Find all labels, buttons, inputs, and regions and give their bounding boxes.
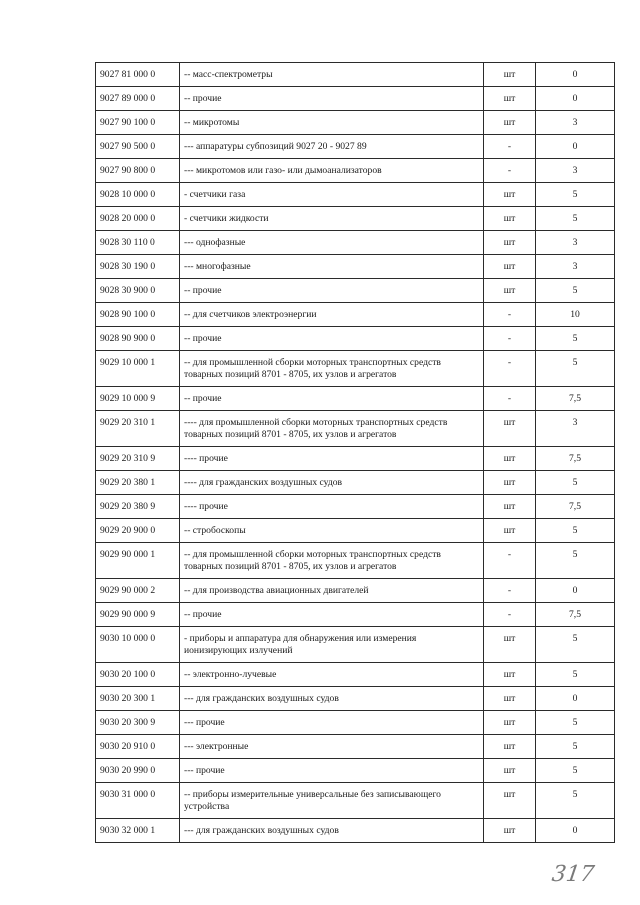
table-row — [96, 327, 615, 351]
code-cell: 9029 20 310 1 — [96, 411, 180, 447]
rate-cell: 7,5 — [536, 603, 615, 627]
description-cell: -- приборы измерительные универсальные без записывающего устройства — [180, 783, 484, 819]
rate-cell: 5 — [536, 279, 615, 303]
rate-cell: 5 — [536, 519, 615, 543]
table-row — [96, 255, 615, 279]
unit-cell: шт — [484, 819, 536, 843]
code-cell: 9028 30 110 0 — [96, 231, 180, 255]
description-cell: --- прочие — [180, 711, 484, 735]
unit-cell: шт — [484, 207, 536, 231]
unit-cell: шт — [484, 183, 536, 207]
rate-cell: 5 — [536, 783, 615, 819]
code-cell: 9028 90 100 0 — [96, 303, 180, 327]
description-cell: ---- для гражданских воздушных судов — [180, 471, 484, 495]
unit-cell: - — [484, 387, 536, 411]
table-row — [96, 495, 615, 519]
table-row — [96, 627, 615, 663]
table-row — [96, 735, 615, 759]
unit-cell: - — [484, 579, 536, 603]
rate-cell: 5 — [536, 543, 615, 579]
table-row — [96, 603, 615, 627]
code-cell: 9030 32 000 1 — [96, 819, 180, 843]
description-cell: -- для промышленной сборки моторных транспортных средств товарных позиций 8701 - 8705, их узлов и агрегатов — [180, 543, 484, 579]
description-cell: --- прочие — [180, 759, 484, 783]
tariff-table — [95, 62, 615, 843]
rate-cell: 3 — [536, 255, 615, 279]
description-cell: - приборы и аппаратура для обнаружения или измерения ионизирующих излучений — [180, 627, 484, 663]
code-cell: 9029 20 310 9 — [96, 447, 180, 471]
table-row — [96, 519, 615, 543]
unit-cell: шт — [484, 279, 536, 303]
unit-cell: шт — [484, 87, 536, 111]
code-cell: 9029 90 000 2 — [96, 579, 180, 603]
code-cell: 9030 20 990 0 — [96, 759, 180, 783]
tariff-table-body — [96, 63, 615, 843]
code-cell: 9028 30 190 0 — [96, 255, 180, 279]
table-row — [96, 279, 615, 303]
description-cell: ---- прочие — [180, 447, 484, 471]
table-row — [96, 303, 615, 327]
code-cell: 9028 10 000 0 — [96, 183, 180, 207]
code-cell: 9028 20 000 0 — [96, 207, 180, 231]
table-row — [96, 63, 615, 87]
description-cell: -- прочие — [180, 279, 484, 303]
rate-cell: 3 — [536, 411, 615, 447]
unit-cell: шт — [484, 687, 536, 711]
table-row — [96, 783, 615, 819]
unit-cell: шт — [484, 447, 536, 471]
table-row — [96, 819, 615, 843]
table-row — [96, 663, 615, 687]
code-cell: 9027 90 500 0 — [96, 135, 180, 159]
description-cell: --- электронные — [180, 735, 484, 759]
rate-cell: 5 — [536, 627, 615, 663]
description-cell: - счетчики жидкости — [180, 207, 484, 231]
table-row — [96, 711, 615, 735]
description-cell: -- прочие — [180, 603, 484, 627]
unit-cell: шт — [484, 783, 536, 819]
code-cell: 9028 90 900 0 — [96, 327, 180, 351]
table-row — [96, 411, 615, 447]
rate-cell: 5 — [536, 471, 615, 495]
table-row — [96, 687, 615, 711]
table-row — [96, 207, 615, 231]
description-cell: -- стробоскопы — [180, 519, 484, 543]
description-cell: ---- для промышленной сборки моторных транспортных средств товарных позиций 8701 - 8705, их узлов и агрегатов — [180, 411, 484, 447]
rate-cell: 0 — [536, 819, 615, 843]
code-cell: 9030 10 000 0 — [96, 627, 180, 663]
table-row — [96, 231, 615, 255]
code-cell: 9029 20 900 0 — [96, 519, 180, 543]
code-cell: 9027 90 800 0 — [96, 159, 180, 183]
table-row — [96, 183, 615, 207]
rate-cell: 5 — [536, 759, 615, 783]
table-row — [96, 471, 615, 495]
unit-cell: шт — [484, 231, 536, 255]
unit-cell: шт — [484, 663, 536, 687]
code-cell: 9030 31 000 0 — [96, 783, 180, 819]
description-cell: -- масс-спектрометры — [180, 63, 484, 87]
table-row — [96, 111, 615, 135]
unit-cell: - — [484, 135, 536, 159]
rate-cell: 0 — [536, 135, 615, 159]
code-cell: 9027 89 000 0 — [96, 87, 180, 111]
unit-cell: шт — [484, 711, 536, 735]
unit-cell: шт — [484, 471, 536, 495]
rate-cell: 0 — [536, 63, 615, 87]
description-cell: --- микротомов или газо- или дымоанализаторов — [180, 159, 484, 183]
unit-cell: - — [484, 159, 536, 183]
unit-cell: шт — [484, 411, 536, 447]
rate-cell: 7,5 — [536, 447, 615, 471]
code-cell: 9027 90 100 0 — [96, 111, 180, 135]
description-cell: - счетчики газа — [180, 183, 484, 207]
rate-cell: 5 — [536, 663, 615, 687]
unit-cell: шт — [484, 111, 536, 135]
description-cell: -- электронно-лучевые — [180, 663, 484, 687]
unit-cell: шт — [484, 255, 536, 279]
code-cell: 9029 10 000 9 — [96, 387, 180, 411]
description-cell: -- прочие — [180, 87, 484, 111]
table-row — [96, 447, 615, 471]
rate-cell: 0 — [536, 87, 615, 111]
description-cell: -- для счетчиков электроэнергии — [180, 303, 484, 327]
unit-cell: шт — [484, 63, 536, 87]
rate-cell: 10 — [536, 303, 615, 327]
table-row — [96, 543, 615, 579]
description-cell: -- для промышленной сборки моторных транспортных средств товарных позиций 8701 - 8705, их узлов и агрегатов — [180, 351, 484, 387]
rate-cell: 7,5 — [536, 387, 615, 411]
code-cell: 9030 20 300 1 — [96, 687, 180, 711]
description-cell: -- прочие — [180, 327, 484, 351]
code-cell: 9030 20 910 0 — [96, 735, 180, 759]
description-cell: --- однофазные — [180, 231, 484, 255]
rate-cell: 3 — [536, 231, 615, 255]
table-row — [96, 135, 615, 159]
unit-cell: шт — [484, 735, 536, 759]
description-cell: ---- прочие — [180, 495, 484, 519]
code-cell: 9030 20 100 0 — [96, 663, 180, 687]
description-cell: -- микротомы — [180, 111, 484, 135]
rate-cell: 5 — [536, 735, 615, 759]
rate-cell: 5 — [536, 327, 615, 351]
unit-cell: - — [484, 603, 536, 627]
unit-cell: - — [484, 327, 536, 351]
code-cell: 9029 20 380 1 — [96, 471, 180, 495]
rate-cell: 5 — [536, 711, 615, 735]
description-cell: --- для гражданских воздушных судов — [180, 687, 484, 711]
unit-cell: - — [484, 303, 536, 327]
unit-cell: шт — [484, 495, 536, 519]
description-cell: --- аппаратуры субпозиций 9027 20 - 9027 89 — [180, 135, 484, 159]
table-row — [96, 579, 615, 603]
unit-cell: - — [484, 543, 536, 579]
table-row — [96, 351, 615, 387]
handwritten-page-number: 317 — [550, 862, 596, 887]
description-cell: -- прочие — [180, 387, 484, 411]
rate-cell: 0 — [536, 687, 615, 711]
unit-cell: шт — [484, 519, 536, 543]
code-cell: 9029 90 000 1 — [96, 543, 180, 579]
table-row — [96, 87, 615, 111]
unit-cell: шт — [484, 759, 536, 783]
code-cell: 9029 10 000 1 — [96, 351, 180, 387]
table-row — [96, 387, 615, 411]
unit-cell: - — [484, 351, 536, 387]
rate-cell: 3 — [536, 111, 615, 135]
description-cell: --- многофазные — [180, 255, 484, 279]
rate-cell: 5 — [536, 351, 615, 387]
rate-cell: 5 — [536, 207, 615, 231]
code-cell: 9030 20 300 9 — [96, 711, 180, 735]
rate-cell: 5 — [536, 183, 615, 207]
rate-cell: 0 — [536, 579, 615, 603]
code-cell: 9029 20 380 9 — [96, 495, 180, 519]
table-row — [96, 159, 615, 183]
code-cell: 9029 90 000 9 — [96, 603, 180, 627]
code-cell: 9027 81 000 0 — [96, 63, 180, 87]
description-cell: -- для производства авиационных двигателей — [180, 579, 484, 603]
unit-cell: шт — [484, 627, 536, 663]
description-cell: --- для гражданских воздушных судов — [180, 819, 484, 843]
rate-cell: 3 — [536, 159, 615, 183]
table-row — [96, 759, 615, 783]
rate-cell: 7,5 — [536, 495, 615, 519]
code-cell: 9028 30 900 0 — [96, 279, 180, 303]
